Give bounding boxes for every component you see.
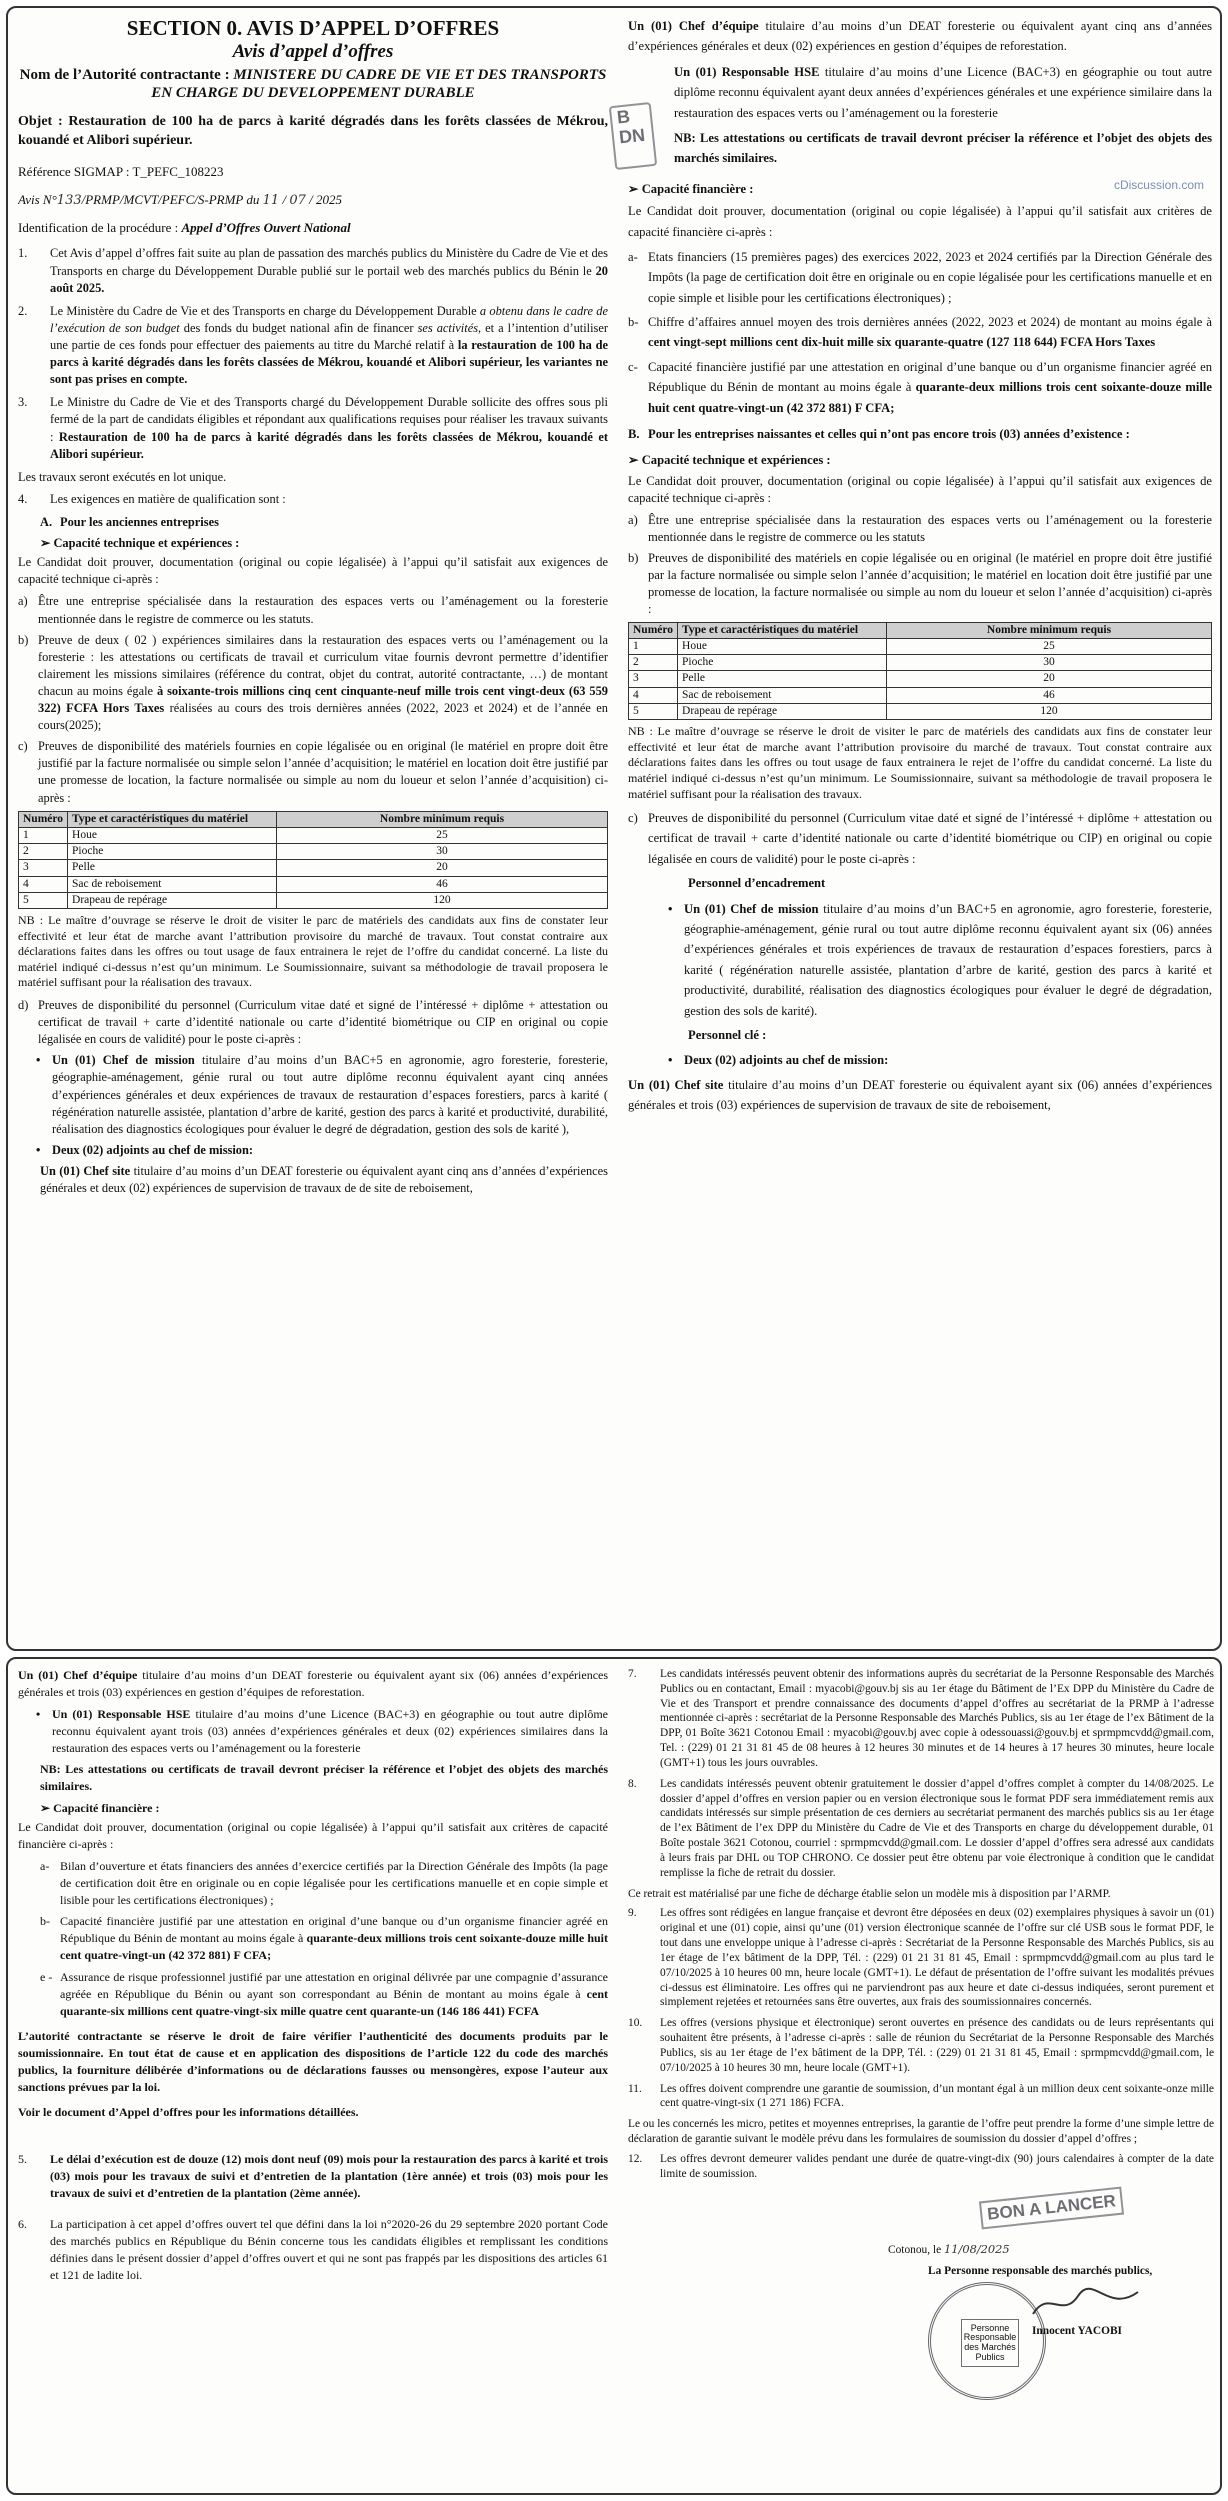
staff-chef-equipe: Un (01) Chef d’équipe titulaire d’au moins d’un DEAT foresterie ou équivalent ayant cinq ans d’années d’expériences générales et deux (02) expériences en gestion d’équipes de reforestation. [628, 19, 1212, 54]
hse3-nb: NB: Les attestations ou certificats de travail devront préciser la référence et l’objet des objets des marchés similaires. [40, 1762, 608, 1794]
contracting-authority: Nom de l’Autorité contractante : MINISTERE DU CADRE DE VIE ET DES TRANSPORTS EN CHARGE DU DEVELOPPEMENT DURABLE [19, 66, 607, 101]
sigmap-reference: Référence SIGMAP : T_PEFC_108223 [18, 163, 224, 179]
paragraph-5: 5. Le délai d’exécution est de douze (12) mois dont neuf (09) mois pour la restauration des parcs à karité et trois (03) mois pour les travaux de suivi et d’entretien de la plantation (1ère année) et trois (03) mois pour les travaux de suivi et d’entretien de la plantation (2ème année). [18, 2151, 608, 2200]
req2-a: a) Être une entreprise spécialisée dans la restauration des espaces verts ou l’aménagement ou la foresterie mentionnée dans le registre de commerce ou les statuts [628, 512, 1212, 544]
req-d: d) Preuves de disponibilité du personnel (Curriculum vitae daté et signé de l’intéressé + diplôme + attestation ou certificat de travail + carte d’identité nationale ou carte d’identité biométrique ou CIP en original ou copie légalisée en cours de validité) pour le poste ci-après : [18, 997, 608, 1047]
hse-nb: NB: Les attestations ou certificats de travail devront préciser la référence et l’objet des objets des marchés similaires. [674, 130, 1212, 166]
table-row: 4 Sac de reboisement 46 [19, 876, 608, 892]
staff2-adjoints: • Deux (02) adjoints au chef de mission: [668, 1053, 889, 1068]
tech-intro: Le Candidat doit prouver, documentation (original ou copie légalisée) à l’appui qu’il satisfait aux exigences de capacité technique ci-après : [18, 555, 608, 587]
table-row: 3 Pelle 20 [629, 671, 1212, 687]
heading-personnel-encadrement: Personnel d’encadrement [688, 876, 826, 891]
staff2-chef-site: Un (01) Chef site titulaire d’au moins d’un DEAT foresterie ou équivalent ayant six (06) années d’expériences générales et trois (03) expériences de supervision de travaux de site de reboisement, [628, 1077, 1212, 1113]
fin-c: c- Capacité financière justifié par une attestation en original d’une banque ou d’un organisme financier agréé en République du Bénin de montant au moins égale à quarante-deux millions trois cent soixante-douze mille huit cent quatre-vingt-un (42 372 881) F CFA; [628, 359, 1212, 415]
tech-intro-2: Le Candidat doit prouver, documentation (original ou copie légalisée) à l’appui qu’il satisfait aux exigences de capacité technique ci-après : [628, 473, 1212, 505]
fin3-e: e - Assurance de risque professionnel justifié par une attestation en original délivrée par une compagnie d’assurance agréée en République du Bénin ou ayant son correspondant au Bénin de montant au moins égale à cent quarante-six millions cent quatre-vingt-six mille quatre cent quarante-un (146 186 441) FCFA [40, 1969, 608, 2018]
table-row: 4 Sac de reboisement 46 [629, 687, 1212, 703]
req-b: b) Preuve de deux ( 02 ) expériences similaires dans la restauration des espaces verts ou l’aménagement ou la foresterie : les attestations ou certificats de travail et curriculum vitae fournis devront permettre d’identifier clairement les missions similaires (référence du contrat, objet du contrat, autorité contractante, …) de montant chacun au moins égale à soixante-trois millions cinq cent cinquante-neuf mille trois cent vingt-deux (63 559 322) FCFA Hors Taxes réalisées au cours des trois dernières années (2022, 2023 et 2024) et de l’année en cours(2025); [18, 632, 608, 733]
paragraph-10: 10. Les offres (versions physique et électronique) seront ouvertes en présence des candidats ou de leurs représentants qui souhaitent être présents, à l’adresse ci-après : salle de réunion du Secrétariat de la Personne Responsable des Marchés Publics, sis au 1er étage de l’ex bâtiment de la DPP, Tél. : (229) 01 21 31 81 45, Email : sprmpmcvdd@gmail.com, le 07/10/2025 à 10 heures 30 mn, heure locale (GMT+1). [628, 2017, 1214, 2074]
retrait-note: Ce retrait est matérialisé par une fiche de décharge établie selon un modèle mis à disposition par l’ARMP. [628, 1887, 1111, 1900]
staff-adjoints: • Deux (02) adjoints au chef de mission: [36, 1142, 254, 1157]
fin3-b: b- Capacité financière justifié par une attestation en original d’une banque ou d’un organisme financier agréé en République du Bénin de montant au moins égale à quarante-deux millions trois cent soixante-douze mille huit cent quatre-vingt-un (42 372 881) F CFA; [40, 1914, 608, 1963]
fin-b: b- Chiffre d’affaires annuel moyen des trois dernières années (2022, 2023 et 2024) de montant au moins égale à cent vingt-sept millions cent dix-huit mille six quarante-quatre (127 118 644) FCFA Hors Taxes [628, 315, 1212, 350]
signatory-name: Innocent YACOBI [1032, 2324, 1122, 2337]
paragraph-11b: Le ou les concernés les micro, petites et moyennes entreprises, la garantie de l’offre peut prendre la forme d’une simple lettre de déclaration de garantie suivant le modèle prévu dans les formulaires de soumission du dossier d’appel d’offres ; [628, 2118, 1214, 2146]
table-row: 1 Houe 25 [629, 639, 1212, 655]
table-row: 5 Drapeau de repérage 120 [19, 892, 608, 908]
bon-a-lancer-stamp: BON A LANCER [979, 2186, 1124, 2229]
staff3-hse: • Un (01) Responsable HSE titulaire d’au moins d’une Licence (BAC+3) en géographie ou tout autre diplôme reconnu équivalent ayant trois (03) années d’expériences générales et deux (02) expériences similaires dans la restauration des espaces verts ou l’aménagement ou la foresterie [36, 1707, 608, 1756]
table-row: 3 Pelle 20 [19, 860, 608, 876]
heading-personnel-cle: Personnel clé : [688, 1028, 767, 1042]
fin-intro: Le Candidat doit prouver, documentation (original ou copie légalisée) à l’appui qu’il satisfait aux critères de capacité financière ci-après : [628, 204, 1212, 239]
heading-capacite-financiere-3: ➢ Capacité financière : [18, 1800, 608, 1817]
table-header-row: Numéro Type et caractéristiques du matériel Nombre minimum requis [629, 622, 1212, 638]
city-date: Cotonou, le 11/08/2025 [888, 2241, 1010, 2256]
column-1 [18, 16, 608, 1641]
object-line: Objet : Restauration de 100 ha de parcs à karité dégradés dans les forêts classées de Mékrou, kouandé et Alibori supérieur. [18, 113, 608, 149]
paragraph-6: 6. La participation à cet appel d’offres ouvert tel que défini dans la loi n°2020-26 du 29 septembre 2020 portant Code des marchés publics en République du Bénin concerne tous les candidats éligibles et remplissant les conditions définies dans le présent dossier d’appel d’offres ouvert et qui ne sont pas frappés par les dispositions des articles 61 et 121 de ladite loi. [18, 2216, 608, 2282]
paragraph-7: 7. Les candidats intéressés peuvent obtenir des informations auprès du secrétariat de la Personne Responsable des Marchés Publics ou en contactant, Email : myacobi@gouv.bj sis au 1er étage du Bâtiment de l’Ex DPP du Ministère du Cadre de Vie et des Transport et prendre connaissance des documents d’appel d’offres au secrétariat de la PRMP à l’adresse mentionnée ci-après : secrétariat de la Personne Responsable des Marchés Publics, sis au 1er étage de l’ex Bâtiment de la DPP, 01 Boîte 3621 Cotonou Email : myacobi@gouv.bj avec copie à odessouassi@gouv.bj et sprmpmcvdd@gmail.com, Tel. : (229) 01 21 31 81 45 de 08 heures à 12 heures 30 minutes et de 14 heures à 17 heures 30 minutes, heure locale (GMT+1) tous les jours ouvrables. [628, 1668, 1214, 1769]
paragraph-12: 12. Les offres devront demeurer valides pendant une durée de quatre-vingt-dix (90) jours calendaires à compter de la date limite de soumission. [628, 2152, 1214, 2180]
paragraph-11: 11. Les offres doivent comprendre une garantie de soumission, d’un montant égal à un million deux cent soixante-onze mille cent quatre-vingt-six (1 271 186) FCFA. [628, 2082, 1214, 2110]
req2-b: b) Preuves de disponibilité des matériels en copie légalisée ou en original (le matériel en propre doit être justifié par la facture normalisée ou simple selon l’année d’acquisition; le matériel en location doit être justifié par une promesse de location, la facture normalisée ou simple au nom du loueur et selon l’année d’acquisition) ci-après : [628, 550, 1212, 616]
partial-stamp: B DN [609, 102, 657, 170]
watermark-text: cDiscussion.com [1113, 178, 1204, 192]
single-lot-note: Les travaux seront exécutés en lot unique. [18, 469, 227, 484]
equipment-table-2 [628, 622, 1212, 720]
table-row: 2 Pioche 30 [19, 844, 608, 860]
table-header-row: Numéro Type et caractéristiques du matériel Nombre minimum requis [19, 811, 608, 827]
req-a: a) Être une entreprise spécialisée dans la restauration des espaces verts ou l’aménagement ou la foresterie mentionnée dans le registre de commerce ou les statuts. [18, 594, 608, 626]
notice-subtitle: Avis d’appel d’offres [232, 41, 394, 63]
fin-a: a- Etats financiers (15 premières pages) des exercices 2022, 2023 et 2024 certifiés par la Direction Générale des Impôts (la page de certification doit être en originale ou en copie légalisée pour les certifications manuelle et en copie simple et lisible pour les certifications électroniques) ; [628, 249, 1212, 305]
column-3 [18, 1667, 608, 2485]
authority-verification-note: L’autorité contractante se réserve le droit de faire vérifier l’authenticité des documents produits par le soumissionnaire. En tout état de cause et en application des dispositions de l’article 122 du code des marchés publics, la fourniture délibérée d’informations ou de déclarations fausses ou mensongères, expose l’auteur aux sanctions prévues par la loi. [18, 2028, 608, 2094]
staff-hse: Un (01) Responsable HSE titulaire d’au moins d’une Licence (BAC+3) en géographie ou tout autre diplôme reconnu équivalent ayant deux années d’expériences générales et une expérience similaire dans la restauration des espaces verts ou l’aménagement ou la foresterie [674, 64, 1212, 120]
paragraph-9: 9. Les offres sont rédigées en langue française et devront être déposées en deux (02) exemplaires physiques à savoir un (01) original et une (01) copie, ainsi qu’une (01) version électronique scannée de l’offre sur clé USB sous le format PDF, le tout dans une enveloppe unique à l’adresse ci-après : Secrétariat de la Personne Responsable des Marchés Publics, sis au 1er étage de l’ex bâtiment de la DPP, Tél. : (229) 01 21 31 81 45, Email : sprmpmcvdd@gmail.com au plus tard le 07/10/2025 à 10 heures 00 mn, heure locale (GMT+1). Le défaut de présentation de l’offre suivant les modalités prévues ci-dessus est éliminatoire. Les offres qui ne parviendront pas aux heure et date ci-dessus indiquées, seront purement et simplement rejetées et retournées sans être ouvertes, aux frais des soumissionnaires concernés. [628, 1907, 1214, 2009]
paragraph-4: 4. Les exigences en matière de qualification sont : [18, 491, 286, 506]
heading-capacite-financiere: ➢ Capacité financière : [628, 179, 1212, 199]
prmp-title: La Personne responsable des marchés publics, [928, 2264, 1153, 2277]
page-panel-bottom [6, 1657, 1222, 2495]
equipment-table-1 [18, 811, 608, 909]
paragraph-2: 2. Le Ministère du Cadre de Vie et des Transports en charge du Développement Durable a obtenu dans le cadre de l’exécution de son budget des fonds du budget national afin de financer ses activités, et a l’intention d’utiliser une partie de ces fonds pour effectuer des paiements au titre du Marché relatif à la restauration de 100 ha de parcs à karité dégradés dans les forêts classées de Mékrou, kouandé et Alibori supérieur, les variantes ne sont pas prises en compte. [18, 303, 608, 387]
heading-capacite-technique: ➢ Capacité technique et expériences : [18, 535, 608, 552]
heading-anciennes: A. Pour les anciennes entreprises [40, 514, 219, 529]
table-row: 5 Drapeau de repérage 120 [629, 703, 1212, 719]
staff-chef-mission: • Un (01) Chef de mission titulaire d’au moins d’un BAC+5 en agronomie, agro foresterie, foresterie, géographie-aménagement, génie rural ou tout autre diplôme reconnu équivalent ayant cinq années d’expériences générales et deux expériences de travaux de restauration d’espaces forestiers, parcs à karité ( régénération naturelle assistée, plantation d’arbre de karité, gestion des parcs à karité et productivité, durabilité, réalisation des diagnostics écologiques pour évaluer le degré de dégradation, gestion des sols de karité ), [36, 1053, 608, 1136]
paragraph-3: 3. Le Ministre du Cadre de Vie et des Transports chargé du Développement Durable sollicite des offres sous pli fermé de la part de candidats éligibles et répondant aux qualifications requises pour réaliser les travaux suivants : Restauration de 100 ha de parcs à karité dégradés dans les forêts classées de Mékrou, kouandé et Alibori supérieur. [18, 395, 608, 461]
signature-icon [1028, 2284, 1148, 2324]
staff2-chef-mission: • Un (01) Chef de mission titulaire d’au moins d’un BAC+5 en agronomie, agro foresterie, foresterie, géographie-aménagement, génie rural ou tout autre diplôme reconnu équivalent ayant six (06) années d’expériences générales et trois expériences de travaux de restauration d’espaces forestiers, parcs à karité ( régénération naturelle assistée, plantation d’arbre de karité, gestion des parcs à karité et productivité, durabilité, réalisation des diagnostics écologiques pour évaluer le degré de dégradation, gestion des sols de karité). [668, 901, 1212, 1018]
staff3-chef-equipe: Un (01) Chef d’équipe titulaire d’au moins d’un DEAT foresterie ou équivalent ayant six (06) années d’expériences générales et trois (03) expériences en gestion d’équipes de reforestation. [18, 1668, 608, 1700]
signature-block [628, 2188, 1214, 2398]
heading-naissantes: B. Pour les entreprises naissantes et celles qui n’ont pas encore trois (03) années d’existence : [628, 427, 1130, 442]
heading-capacite-technique-2: ➢ Capacité technique et expériences : [628, 450, 1212, 470]
staff-chef-site: Un (01) Chef site titulaire d’au moins d’un DEAT foresterie ou équivalent ayant cinq ans d’années d’expériences générales et deux (02) expériences de supervision de travaux de de site de reboisement, [40, 1163, 608, 1196]
req-c: c) Preuves de disponibilité des matériels fournies en copie légalisée ou en original (le matériel en propre doit être justifié par la facture normalisée ou simple selon l’année d’acquisition; le matériel en location doit être justifié par une promesse de location, la facture normalisée ou simple au nom du loueur et selon l’année d’acquisition) ci-après : [18, 739, 608, 805]
paragraph-1: 1. Cet Avis d’appel d’offres fait suite au plan de passation des marchés publics du Ministère du Cadre de Vie et des Transports en charge du Développement Durable publié sur le portail web des marchés publics du Bénin le 20 août 2025. [18, 246, 608, 295]
fin3-intro: Le Candidat doit prouver, documentation (original ou copie légalisée) à l’appui qu’il satisfait aux critères de capacité financière ci-après : [18, 1820, 608, 1852]
equipment-nb: NB : Le maître d’ouvrage se réserve le droit de visiter le parc de matériels des candidats aux fins de constater leur effectivité et leur état de marche avant l’attribution provisoire du marché de travaux. Tout constat contraire aux déclarations faites dans les offres ou tout usage de faux entrainera le rejet de l’offre du candidat concerné. La liste du matériel indiqué ci-dessus n’est qu’un minimum. Le Soumissionnaire, suivant sa méthodologie de travail proposera le matériel suffisant pour la réalisation des travaux. [18, 913, 608, 990]
paragraph-8: 8. Les candidats intéressés peuvent obtenir gratuitement le dossier d’appel d’offres complet à compter du 14/08/2025. Le dossier d’appel d’offres en version papier ou en version électronique sous le format PDF sera immédiatement remis aux candidats intéressés sur simple présentation de ces derniers au secrétariat permanent des marchés publics sis au 1er étage de l’ex Bâtiment de l’ex DPP du Ministère du Cadre de Vie et des Transports en charge du développement durable, 01 Boîte postale 3621 Cotonou, courriel : sprmpmcvdd@gmail.com. Le dossier d’appel d’offres sera adressé aux candidats à leurs frais par DHL ou TOP CHRONO. Ce dossier peut être obtenu par voie électronique à condition que le candidat remplisse la fiche de retrait du dossier. [628, 1777, 1214, 1879]
column-2 [628, 16, 1212, 1641]
table-row: 1 Houe 25 [19, 827, 608, 843]
equipment-nb-2: NB : Le maître d’ouvrage se réserve le droit de visiter le parc de matériels des candidats aux fins de constater leur effectivité et leur état de marche avant l’attribution provisoire du marché de travaux. Tout constat contraire aux déclarations faites dans les offres ou tout usage de faux entrainera le rejet de l’offre du candidat concerné. La liste du matériel indiqué ci-dessus n’est qu’un minimum. Le Soumissionnaire, suivant sa méthodologie de travail proposera le matériel suffisant pour la réalisation des travaux. [628, 724, 1212, 801]
see-document-note: Voir le document d’Appel d’offres pour les informations détaillées. [18, 2104, 359, 2119]
section-title: SECTION 0. AVIS D’APPEL D’OFFRES [126, 16, 500, 40]
procedure-identification: Identification de la procédure : Appel d’Offres Ouvert National [18, 220, 351, 236]
column-4 [628, 1667, 1214, 2485]
fin3-a: a- Bilan d’ouverture et états financiers des années d’exercice certifiés par la Direction Générale des Impôts (la page de certification doit être en originale ou en copie légalisée pour les certifications manuelle et en copie simple et lisible pour les certifications électroniques) ; [40, 1859, 608, 1908]
table-row: 2 Pioche 30 [629, 655, 1212, 671]
page-panel-top [6, 6, 1222, 1651]
seal-inner-text: Personne Responsable des Marchés Publics [961, 2319, 1019, 2367]
avis-number: Avis N°133/PRMP/MCVT/PEFC/S-PRMP du 11 / 07 / 2025 [18, 191, 342, 208]
req2-c: c) Preuves de disponibilité du personnel (Curriculum vitae daté et signé de l’intéressé + diplôme + attestation ou certificat de travail + carte d’identité nationale ou carte d’identité biométrique ou CIP) en original ou copie légalisée en cours de validité) pour le poste ci-après : [628, 811, 1212, 866]
